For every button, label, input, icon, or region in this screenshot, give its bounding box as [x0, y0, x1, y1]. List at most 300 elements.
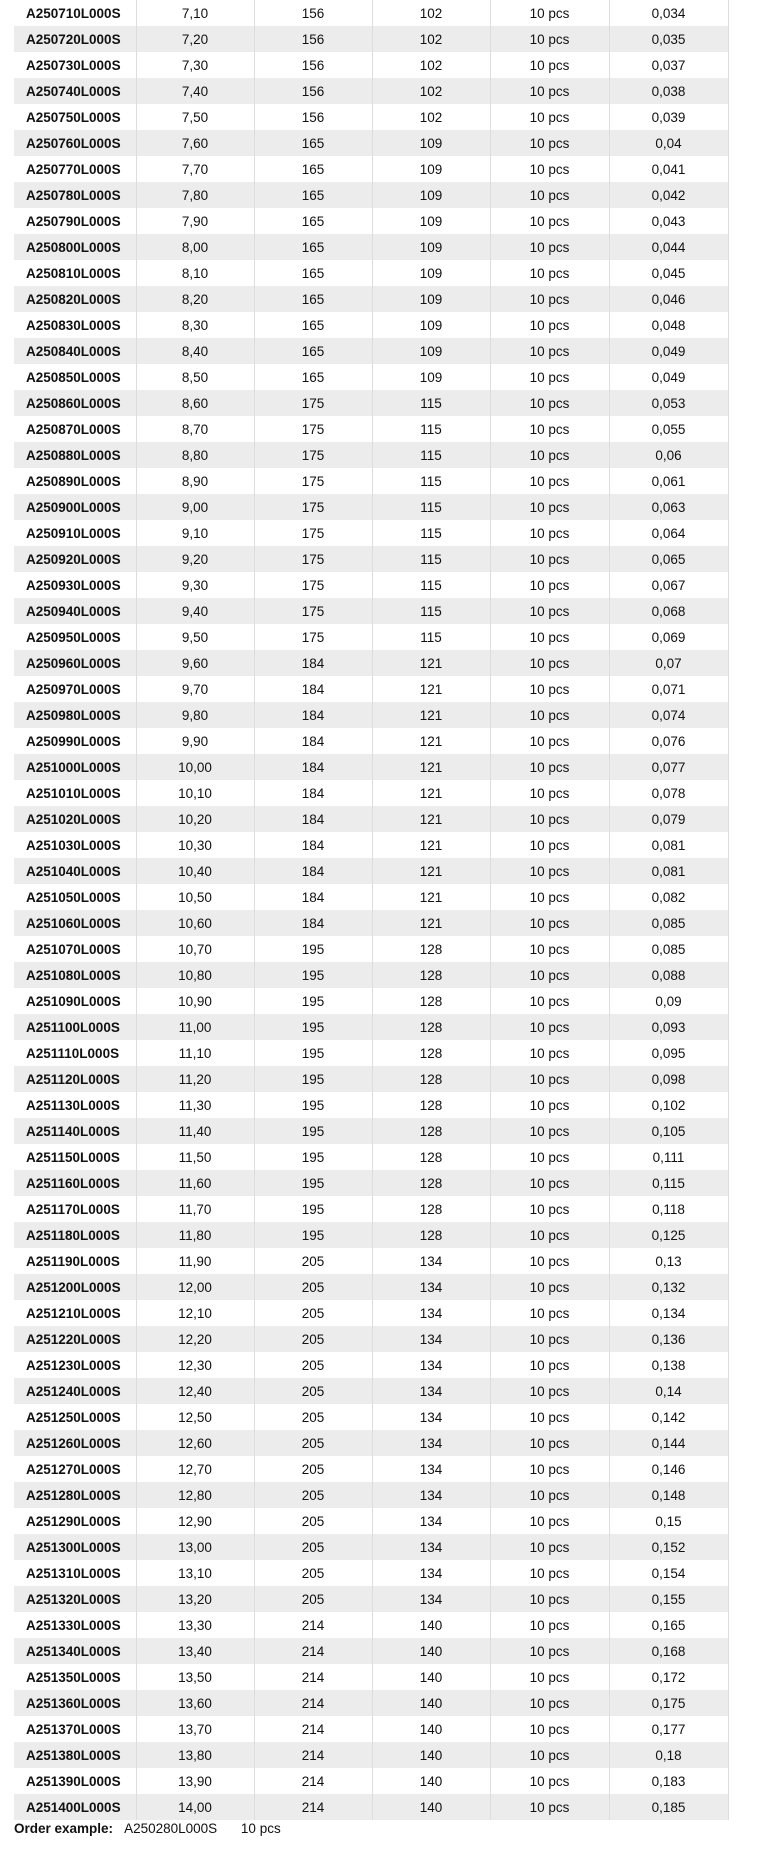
order-example	[14, 1818, 281, 1840]
cell-pack-size: 10 pcs	[490, 1690, 609, 1716]
cell-diameter: 7,20	[136, 26, 254, 52]
cell-article-code: A250820L000S	[14, 286, 136, 312]
table-row	[14, 1534, 728, 1560]
cell-weight: 0,125	[609, 1222, 728, 1248]
cell-pack-size: 10 pcs	[490, 1534, 609, 1560]
cell-flute-length: 109	[372, 286, 490, 312]
cell-flute-length: 121	[372, 910, 490, 936]
cell-diameter: 7,10	[136, 0, 254, 26]
cell-pack-size: 10 pcs	[490, 806, 609, 832]
cell-diameter: 7,80	[136, 182, 254, 208]
cell-flute-length: 109	[372, 182, 490, 208]
table-row	[14, 1040, 728, 1066]
cell-article-code: A250740L000S	[14, 78, 136, 104]
cell-total-length: 156	[254, 0, 372, 26]
cell-weight: 0,06	[609, 442, 728, 468]
cell-article-code: A251140L000S	[14, 1118, 136, 1144]
table-row	[14, 1482, 728, 1508]
cell-weight: 0,09	[609, 988, 728, 1014]
cell-article-code: A250870L000S	[14, 416, 136, 442]
cell-total-length: 214	[254, 1716, 372, 1742]
cell-pack-size: 10 pcs	[490, 598, 609, 624]
cell-diameter: 12,40	[136, 1378, 254, 1404]
table-row	[14, 1196, 728, 1222]
cell-diameter: 7,30	[136, 52, 254, 78]
cell-diameter: 12,00	[136, 1274, 254, 1300]
cell-total-length: 165	[254, 130, 372, 156]
cell-total-length: 184	[254, 676, 372, 702]
cell-flute-length: 140	[372, 1690, 490, 1716]
cell-pack-size: 10 pcs	[490, 1612, 609, 1638]
cell-pack-size: 10 pcs	[490, 1144, 609, 1170]
cell-flute-length: 115	[372, 598, 490, 624]
table-row	[14, 1612, 728, 1638]
cell-diameter: 9,40	[136, 598, 254, 624]
cell-article-code: A250970L000S	[14, 676, 136, 702]
cell-diameter: 13,20	[136, 1586, 254, 1612]
cell-total-length: 205	[254, 1534, 372, 1560]
cell-diameter: 8,20	[136, 286, 254, 312]
table-row	[14, 1742, 728, 1768]
cell-pack-size: 10 pcs	[490, 832, 609, 858]
cell-weight: 0,082	[609, 884, 728, 910]
cell-flute-length: 128	[372, 1014, 490, 1040]
cell-flute-length: 102	[372, 78, 490, 104]
cell-flute-length: 102	[372, 26, 490, 52]
cell-diameter: 8,40	[136, 338, 254, 364]
cell-article-code: A251290L000S	[14, 1508, 136, 1534]
cell-weight: 0,065	[609, 546, 728, 572]
cell-article-code: A251340L000S	[14, 1638, 136, 1664]
table-row	[14, 1248, 728, 1274]
cell-total-length: 205	[254, 1274, 372, 1300]
cell-pack-size: 10 pcs	[490, 572, 609, 598]
cell-weight: 0,042	[609, 182, 728, 208]
table-row	[14, 390, 728, 416]
cell-total-length: 214	[254, 1664, 372, 1690]
cell-total-length: 214	[254, 1690, 372, 1716]
cell-article-code: A251360L000S	[14, 1690, 136, 1716]
cell-pack-size: 10 pcs	[490, 338, 609, 364]
cell-flute-length: 128	[372, 962, 490, 988]
cell-pack-size: 10 pcs	[490, 208, 609, 234]
cell-diameter: 11,50	[136, 1144, 254, 1170]
table-row	[14, 702, 728, 728]
cell-total-length: 156	[254, 104, 372, 130]
cell-total-length: 205	[254, 1378, 372, 1404]
cell-pack-size: 10 pcs	[490, 702, 609, 728]
cell-diameter: 11,20	[136, 1066, 254, 1092]
cell-weight: 0,046	[609, 286, 728, 312]
cell-total-length: 165	[254, 182, 372, 208]
cell-diameter: 13,60	[136, 1690, 254, 1716]
cell-flute-length: 134	[372, 1430, 490, 1456]
cell-flute-length: 115	[372, 572, 490, 598]
cell-weight: 0,111	[609, 1144, 728, 1170]
cell-flute-length: 109	[372, 130, 490, 156]
cell-pack-size: 10 pcs	[490, 676, 609, 702]
cell-total-length: 175	[254, 546, 372, 572]
cell-weight: 0,098	[609, 1066, 728, 1092]
cell-weight: 0,132	[609, 1274, 728, 1300]
cell-diameter: 13,80	[136, 1742, 254, 1768]
cell-pack-size: 10 pcs	[490, 520, 609, 546]
cell-total-length: 195	[254, 1092, 372, 1118]
cell-weight: 0,095	[609, 1040, 728, 1066]
cell-article-code: A250980L000S	[14, 702, 136, 728]
table-row	[14, 1118, 728, 1144]
cell-weight: 0,085	[609, 936, 728, 962]
cell-article-code: A251400L000S	[14, 1794, 136, 1820]
cell-weight: 0,064	[609, 520, 728, 546]
cell-total-length: 175	[254, 494, 372, 520]
cell-pack-size: 10 pcs	[490, 78, 609, 104]
cell-article-code: A251090L000S	[14, 988, 136, 1014]
cell-weight: 0,049	[609, 338, 728, 364]
cell-flute-length: 109	[372, 260, 490, 286]
cell-weight: 0,093	[609, 1014, 728, 1040]
cell-total-length: 205	[254, 1326, 372, 1352]
cell-flute-length: 140	[372, 1638, 490, 1664]
cell-flute-length: 121	[372, 858, 490, 884]
cell-pack-size: 10 pcs	[490, 1638, 609, 1664]
cell-diameter: 11,90	[136, 1248, 254, 1274]
cell-total-length: 205	[254, 1404, 372, 1430]
table-row	[14, 1638, 728, 1664]
cell-weight: 0,067	[609, 572, 728, 598]
cell-article-code: A250950L000S	[14, 624, 136, 650]
cell-weight: 0,07	[609, 650, 728, 676]
cell-weight: 0,061	[609, 468, 728, 494]
cell-total-length: 195	[254, 1170, 372, 1196]
cell-total-length: 195	[254, 1118, 372, 1144]
cell-flute-length: 109	[372, 208, 490, 234]
cell-total-length: 214	[254, 1612, 372, 1638]
cell-total-length: 195	[254, 936, 372, 962]
cell-article-code: A250810L000S	[14, 260, 136, 286]
cell-pack-size: 10 pcs	[490, 1742, 609, 1768]
cell-weight: 0,134	[609, 1300, 728, 1326]
table-row	[14, 494, 728, 520]
cell-pack-size: 10 pcs	[490, 1170, 609, 1196]
table-row	[14, 1352, 728, 1378]
cell-pack-size: 10 pcs	[490, 1196, 609, 1222]
cell-article-code: A251350L000S	[14, 1664, 136, 1690]
cell-total-length: 195	[254, 1222, 372, 1248]
cell-total-length: 184	[254, 754, 372, 780]
cell-total-length: 165	[254, 156, 372, 182]
cell-total-length: 184	[254, 884, 372, 910]
cell-total-length: 205	[254, 1300, 372, 1326]
cell-total-length: 184	[254, 858, 372, 884]
table-row	[14, 650, 728, 676]
table-row	[14, 728, 728, 754]
cell-diameter: 10,90	[136, 988, 254, 1014]
cell-weight: 0,078	[609, 780, 728, 806]
cell-pack-size: 10 pcs	[490, 988, 609, 1014]
cell-weight: 0,183	[609, 1768, 728, 1794]
cell-article-code: A250840L000S	[14, 338, 136, 364]
cell-diameter: 10,40	[136, 858, 254, 884]
cell-article-code: A251180L000S	[14, 1222, 136, 1248]
cell-weight: 0,044	[609, 234, 728, 260]
cell-diameter: 13,90	[136, 1768, 254, 1794]
cell-article-code: A251020L000S	[14, 806, 136, 832]
cell-flute-length: 121	[372, 884, 490, 910]
cell-diameter: 13,10	[136, 1560, 254, 1586]
cell-total-length: 184	[254, 832, 372, 858]
cell-total-length: 195	[254, 1040, 372, 1066]
cell-total-length: 184	[254, 728, 372, 754]
cell-weight: 0,152	[609, 1534, 728, 1560]
cell-weight: 0,172	[609, 1664, 728, 1690]
cell-article-code: A250750L000S	[14, 104, 136, 130]
cell-pack-size: 10 pcs	[490, 130, 609, 156]
cell-total-length: 205	[254, 1586, 372, 1612]
table-row	[14, 520, 728, 546]
cell-weight: 0,138	[609, 1352, 728, 1378]
cell-flute-length: 128	[372, 1092, 490, 1118]
cell-pack-size: 10 pcs	[490, 1664, 609, 1690]
table-row	[14, 1092, 728, 1118]
cell-weight: 0,049	[609, 364, 728, 390]
cell-total-length: 175	[254, 598, 372, 624]
cell-total-length: 184	[254, 650, 372, 676]
cell-flute-length: 128	[372, 1066, 490, 1092]
cell-diameter: 12,30	[136, 1352, 254, 1378]
cell-article-code: A250960L000S	[14, 650, 136, 676]
cell-weight: 0,168	[609, 1638, 728, 1664]
cell-flute-length: 134	[372, 1534, 490, 1560]
cell-flute-length: 134	[372, 1560, 490, 1586]
table-row	[14, 1300, 728, 1326]
table-row	[14, 52, 728, 78]
cell-total-length: 175	[254, 624, 372, 650]
cell-weight: 0,115	[609, 1170, 728, 1196]
table-row	[14, 988, 728, 1014]
cell-diameter: 7,90	[136, 208, 254, 234]
cell-article-code: A251070L000S	[14, 936, 136, 962]
cell-pack-size: 10 pcs	[490, 546, 609, 572]
cell-pack-size: 10 pcs	[490, 1092, 609, 1118]
cell-pack-size: 10 pcs	[490, 624, 609, 650]
table-row	[14, 546, 728, 572]
cell-article-code: A251160L000S	[14, 1170, 136, 1196]
cell-diameter: 13,30	[136, 1612, 254, 1638]
cell-flute-length: 109	[372, 234, 490, 260]
table-row	[14, 260, 728, 286]
table-row	[14, 208, 728, 234]
cell-article-code: A251150L000S	[14, 1144, 136, 1170]
cell-weight: 0,081	[609, 858, 728, 884]
cell-article-code: A250920L000S	[14, 546, 136, 572]
cell-total-length: 195	[254, 1144, 372, 1170]
cell-article-code: A251040L000S	[14, 858, 136, 884]
cell-total-length: 175	[254, 572, 372, 598]
cell-weight: 0,118	[609, 1196, 728, 1222]
cell-weight: 0,14	[609, 1378, 728, 1404]
cell-pack-size: 10 pcs	[490, 364, 609, 390]
cell-diameter: 9,90	[136, 728, 254, 754]
cell-weight: 0,155	[609, 1586, 728, 1612]
table-row	[14, 754, 728, 780]
table-row	[14, 78, 728, 104]
order-example-quantity: 10 pcs	[240, 1821, 281, 1836]
cell-diameter: 12,70	[136, 1456, 254, 1482]
cell-pack-size: 10 pcs	[490, 26, 609, 52]
cell-flute-length: 128	[372, 936, 490, 962]
cell-diameter: 8,90	[136, 468, 254, 494]
cell-total-length: 195	[254, 988, 372, 1014]
cell-article-code: A251100L000S	[14, 1014, 136, 1040]
cell-total-length: 205	[254, 1508, 372, 1534]
cell-weight: 0,035	[609, 26, 728, 52]
cell-pack-size: 10 pcs	[490, 156, 609, 182]
cell-flute-length: 121	[372, 702, 490, 728]
cell-total-length: 195	[254, 1014, 372, 1040]
cell-weight: 0,063	[609, 494, 728, 520]
cell-article-code: A250880L000S	[14, 442, 136, 468]
table-row	[14, 104, 728, 130]
cell-diameter: 12,60	[136, 1430, 254, 1456]
cell-flute-length: 140	[372, 1716, 490, 1742]
cell-article-code: A251310L000S	[14, 1560, 136, 1586]
cell-pack-size: 10 pcs	[490, 1586, 609, 1612]
cell-pack-size: 10 pcs	[490, 1794, 609, 1820]
cell-diameter: 9,00	[136, 494, 254, 520]
cell-article-code: A251110L000S	[14, 1040, 136, 1066]
cell-weight: 0,074	[609, 702, 728, 728]
cell-total-length: 214	[254, 1794, 372, 1820]
cell-total-length: 214	[254, 1742, 372, 1768]
cell-pack-size: 10 pcs	[490, 468, 609, 494]
cell-diameter: 7,50	[136, 104, 254, 130]
cell-total-length: 214	[254, 1638, 372, 1664]
cell-diameter: 12,90	[136, 1508, 254, 1534]
table-row	[14, 130, 728, 156]
cell-article-code: A251200L000S	[14, 1274, 136, 1300]
cell-pack-size: 10 pcs	[490, 884, 609, 910]
table-row	[14, 1664, 728, 1690]
order-example-code: A250280L000S	[124, 1821, 218, 1836]
cell-diameter: 11,40	[136, 1118, 254, 1144]
cell-flute-length: 140	[372, 1742, 490, 1768]
cell-total-length: 156	[254, 78, 372, 104]
table-row	[14, 1378, 728, 1404]
product-table-body	[14, 0, 728, 1820]
cell-article-code: A251210L000S	[14, 1300, 136, 1326]
cell-flute-length: 128	[372, 1222, 490, 1248]
cell-total-length: 195	[254, 1066, 372, 1092]
table-row	[14, 1768, 728, 1794]
cell-weight: 0,148	[609, 1482, 728, 1508]
table-row	[14, 286, 728, 312]
cell-article-code: A250900L000S	[14, 494, 136, 520]
cell-diameter: 11,10	[136, 1040, 254, 1066]
cell-pack-size: 10 pcs	[490, 1560, 609, 1586]
table-row	[14, 1456, 728, 1482]
cell-flute-length: 140	[372, 1794, 490, 1820]
cell-total-length: 175	[254, 442, 372, 468]
cell-pack-size: 10 pcs	[490, 390, 609, 416]
cell-flute-length: 134	[372, 1482, 490, 1508]
cell-total-length: 205	[254, 1352, 372, 1378]
cell-flute-length: 134	[372, 1300, 490, 1326]
cell-article-code: A250710L000S	[14, 0, 136, 26]
cell-diameter: 12,20	[136, 1326, 254, 1352]
cell-total-length: 205	[254, 1248, 372, 1274]
cell-total-length: 195	[254, 962, 372, 988]
cell-pack-size: 10 pcs	[490, 1300, 609, 1326]
cell-pack-size: 10 pcs	[490, 936, 609, 962]
cell-diameter: 9,30	[136, 572, 254, 598]
table-row	[14, 624, 728, 650]
cell-article-code: A251300L000S	[14, 1534, 136, 1560]
cell-flute-length: 115	[372, 416, 490, 442]
cell-weight: 0,041	[609, 156, 728, 182]
cell-flute-length: 102	[372, 0, 490, 26]
table-row	[14, 468, 728, 494]
cell-diameter: 10,20	[136, 806, 254, 832]
cell-pack-size: 10 pcs	[490, 728, 609, 754]
cell-total-length: 156	[254, 26, 372, 52]
cell-flute-length: 121	[372, 754, 490, 780]
table-row	[14, 1144, 728, 1170]
cell-flute-length: 115	[372, 624, 490, 650]
cell-total-length: 175	[254, 520, 372, 546]
cell-weight: 0,071	[609, 676, 728, 702]
cell-total-length: 175	[254, 468, 372, 494]
cell-diameter: 10,10	[136, 780, 254, 806]
cell-weight: 0,055	[609, 416, 728, 442]
cell-article-code: A251170L000S	[14, 1196, 136, 1222]
cell-weight: 0,175	[609, 1690, 728, 1716]
cell-diameter: 14,00	[136, 1794, 254, 1820]
cell-article-code: A250800L000S	[14, 234, 136, 260]
cell-total-length: 184	[254, 702, 372, 728]
table-row	[14, 1690, 728, 1716]
table-row	[14, 26, 728, 52]
cell-flute-length: 134	[372, 1248, 490, 1274]
table-row	[14, 1716, 728, 1742]
cell-pack-size: 10 pcs	[490, 1404, 609, 1430]
cell-flute-length: 115	[372, 390, 490, 416]
cell-article-code: A251060L000S	[14, 910, 136, 936]
cell-article-code: A251130L000S	[14, 1092, 136, 1118]
cell-total-length: 184	[254, 806, 372, 832]
cell-article-code: A250860L000S	[14, 390, 136, 416]
cell-total-length: 165	[254, 364, 372, 390]
cell-flute-length: 121	[372, 832, 490, 858]
cell-flute-length: 128	[372, 1196, 490, 1222]
cell-diameter: 7,60	[136, 130, 254, 156]
cell-total-length: 184	[254, 780, 372, 806]
cell-diameter: 9,80	[136, 702, 254, 728]
cell-flute-length: 121	[372, 728, 490, 754]
cell-diameter: 11,30	[136, 1092, 254, 1118]
cell-pack-size: 10 pcs	[490, 1274, 609, 1300]
cell-article-code: A250760L000S	[14, 130, 136, 156]
cell-diameter: 10,60	[136, 910, 254, 936]
table-row	[14, 0, 728, 26]
cell-article-code: A250730L000S	[14, 52, 136, 78]
cell-flute-length: 115	[372, 494, 490, 520]
cell-article-code: A251270L000S	[14, 1456, 136, 1482]
cell-pack-size: 10 pcs	[490, 312, 609, 338]
cell-pack-size: 10 pcs	[490, 1456, 609, 1482]
cell-pack-size: 10 pcs	[490, 52, 609, 78]
cell-pack-size: 10 pcs	[490, 1352, 609, 1378]
